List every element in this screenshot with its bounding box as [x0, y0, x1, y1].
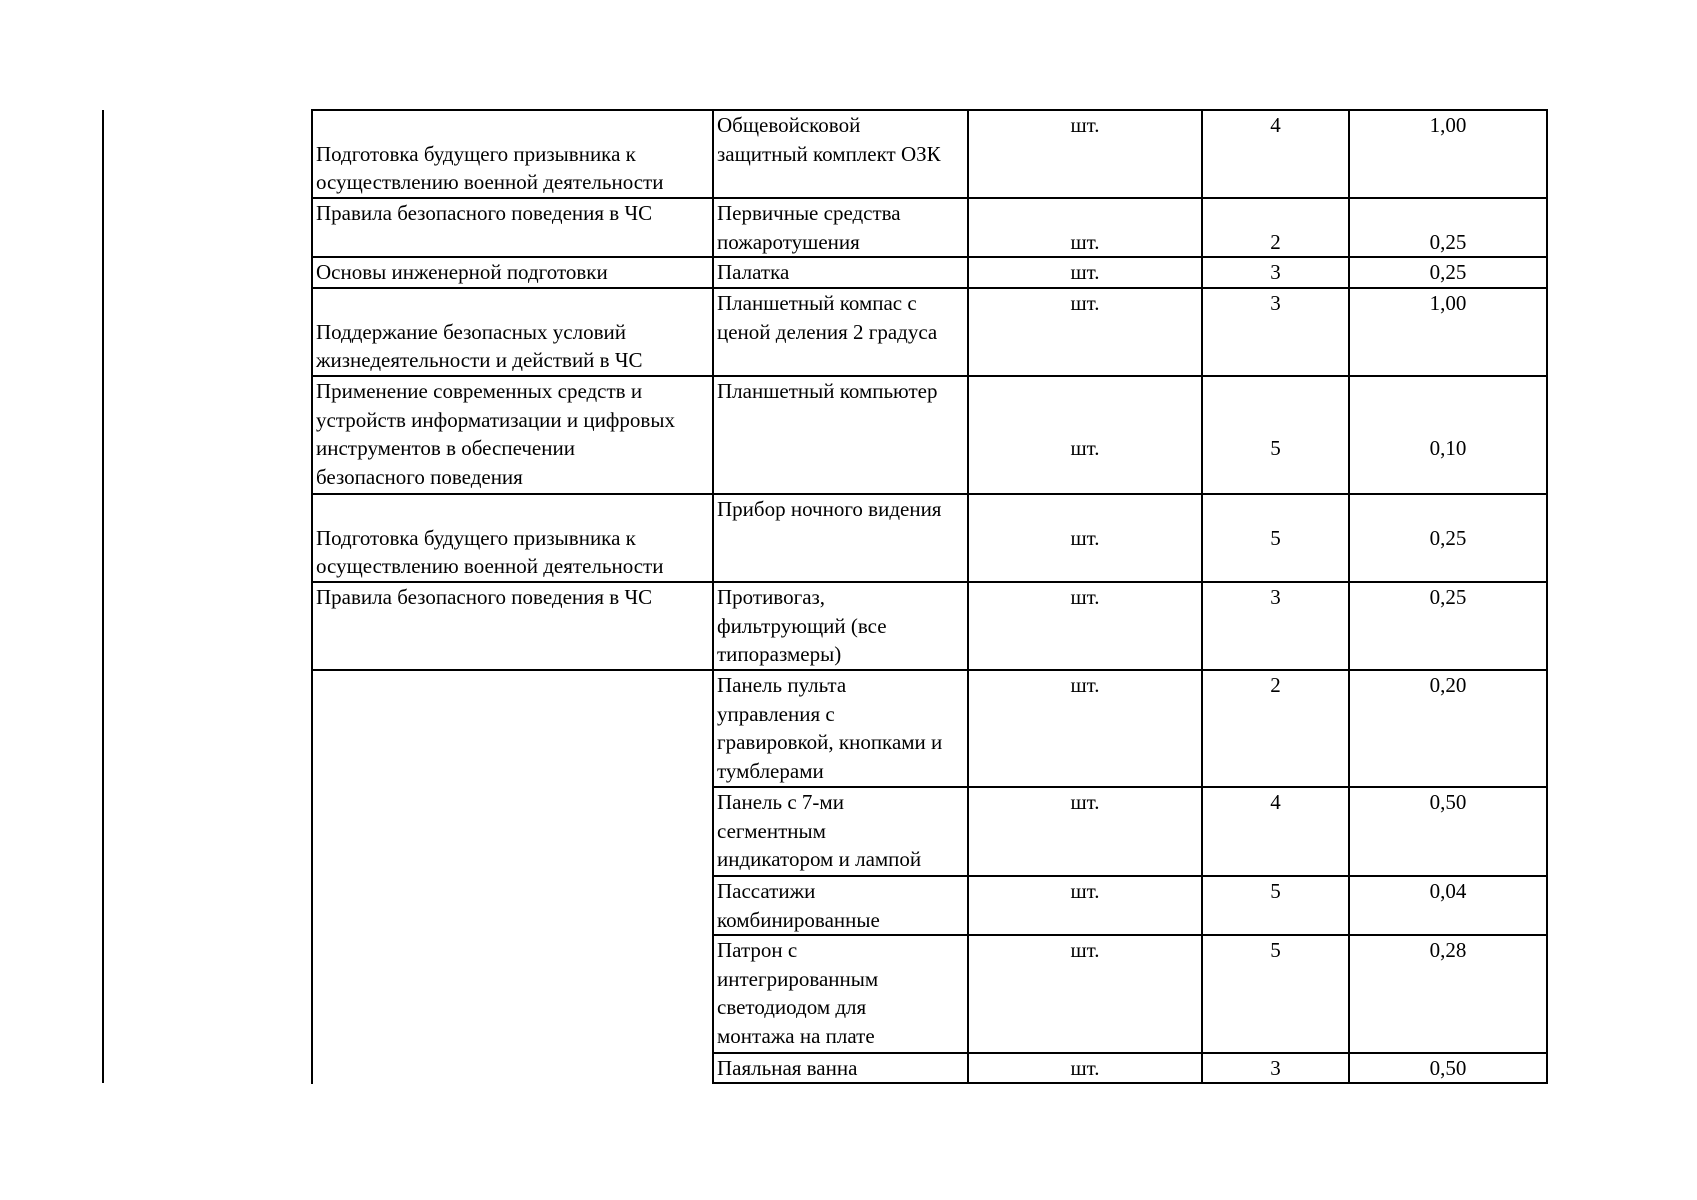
- unit-cell: шт.: [1070, 436, 1100, 460]
- value-cell: 0,25: [1429, 585, 1467, 609]
- unit-cell: шт.: [1070, 585, 1100, 609]
- value-cell: 0,20: [1429, 673, 1467, 697]
- value-cell: 0,50: [1429, 1056, 1467, 1080]
- quantity-cell: 4: [1270, 790, 1281, 814]
- quantity-cell: 4: [1270, 113, 1281, 137]
- value-cell: 0,04: [1429, 879, 1467, 903]
- item-cell: Патрон с интегрированным светодиодом для монтажа на плате: [717, 938, 879, 1048]
- quantity-cell: 5: [1270, 879, 1281, 903]
- item-cell: Первичные средства пожаротушения: [717, 201, 901, 254]
- item-cell: Пассатижи комбинированные: [717, 879, 880, 932]
- unit-cell: шт.: [1070, 938, 1100, 962]
- quantity-cell: 3: [1270, 260, 1281, 284]
- unit-cell: шт.: [1070, 879, 1100, 903]
- unit-cell: шт.: [1070, 1056, 1100, 1080]
- value-cell: 0,25: [1429, 525, 1467, 550]
- topic-cell: Подготовка будущего призывника к осуществлению военной деятельности: [316, 141, 664, 194]
- value-cell: 0,50: [1429, 790, 1467, 814]
- value-cell: 0,25: [1429, 229, 1467, 254]
- unit-cell: шт.: [1070, 229, 1100, 254]
- item-cell: Планшетный компьютер: [717, 379, 938, 403]
- topic-cell: Правила безопасного поведения в ЧС: [316, 585, 653, 609]
- topic-cell: Применение современных средств и устройств информатизации и цифровых инструментов в обеспечении безопасного поведения: [316, 379, 675, 489]
- value-cell: 1,00: [1429, 113, 1467, 137]
- value-cell: 0,25: [1429, 260, 1467, 284]
- quantity-cell: 3: [1270, 585, 1281, 609]
- quantity-cell: 5: [1270, 436, 1281, 460]
- unit-cell: шт.: [1070, 790, 1100, 814]
- value-cell: 0,10: [1429, 436, 1467, 460]
- topic-cell: Подготовка будущего призывника к осуществлению военной деятельности: [316, 525, 664, 578]
- item-cell: Панель с 7-ми сегментным индикатором и лампой: [717, 790, 922, 871]
- value-cell: 0,28: [1429, 938, 1467, 962]
- quantity-cell: 2: [1270, 673, 1281, 697]
- quantity-cell: 2: [1270, 229, 1281, 254]
- topic-cell: Правила безопасного поведения в ЧС: [316, 201, 653, 225]
- quantity-cell: 3: [1270, 1056, 1281, 1080]
- unit-cell: шт.: [1070, 525, 1100, 550]
- unit-cell: шт.: [1070, 673, 1100, 697]
- quantity-cell: 5: [1270, 938, 1281, 962]
- value-cell: 1,00: [1429, 291, 1467, 315]
- topic-cell: Основы инженерной подготовки: [316, 260, 608, 284]
- item-cell: Прибор ночного видения: [717, 497, 942, 521]
- item-cell: Планшетный компас с ценой деления 2 градуса: [717, 291, 938, 344]
- quantity-cell: 3: [1270, 291, 1281, 315]
- item-cell: Общевойсковой защитный комплект ОЗК: [717, 113, 941, 166]
- item-cell: Паяльная ванна: [717, 1056, 858, 1080]
- item-cell: Панель пульта управления с гравировкой, кнопками и тумблерами: [717, 673, 943, 783]
- item-cell: Палатка: [717, 260, 790, 284]
- quantity-cell: 5: [1270, 525, 1281, 550]
- page-margin-rule: [102, 110, 104, 1083]
- col-border: [1546, 109, 1548, 1084]
- unit-cell: шт.: [1070, 291, 1100, 315]
- item-cell: Противогаз, фильтрующий (все типоразмеры): [717, 585, 887, 666]
- unit-cell: шт.: [1070, 260, 1100, 284]
- unit-cell: шт.: [1070, 113, 1100, 137]
- topic-cell: Поддержание безопасных условий жизнедеятельности и действий в ЧС: [316, 319, 643, 372]
- row-border: [712, 1082, 1548, 1084]
